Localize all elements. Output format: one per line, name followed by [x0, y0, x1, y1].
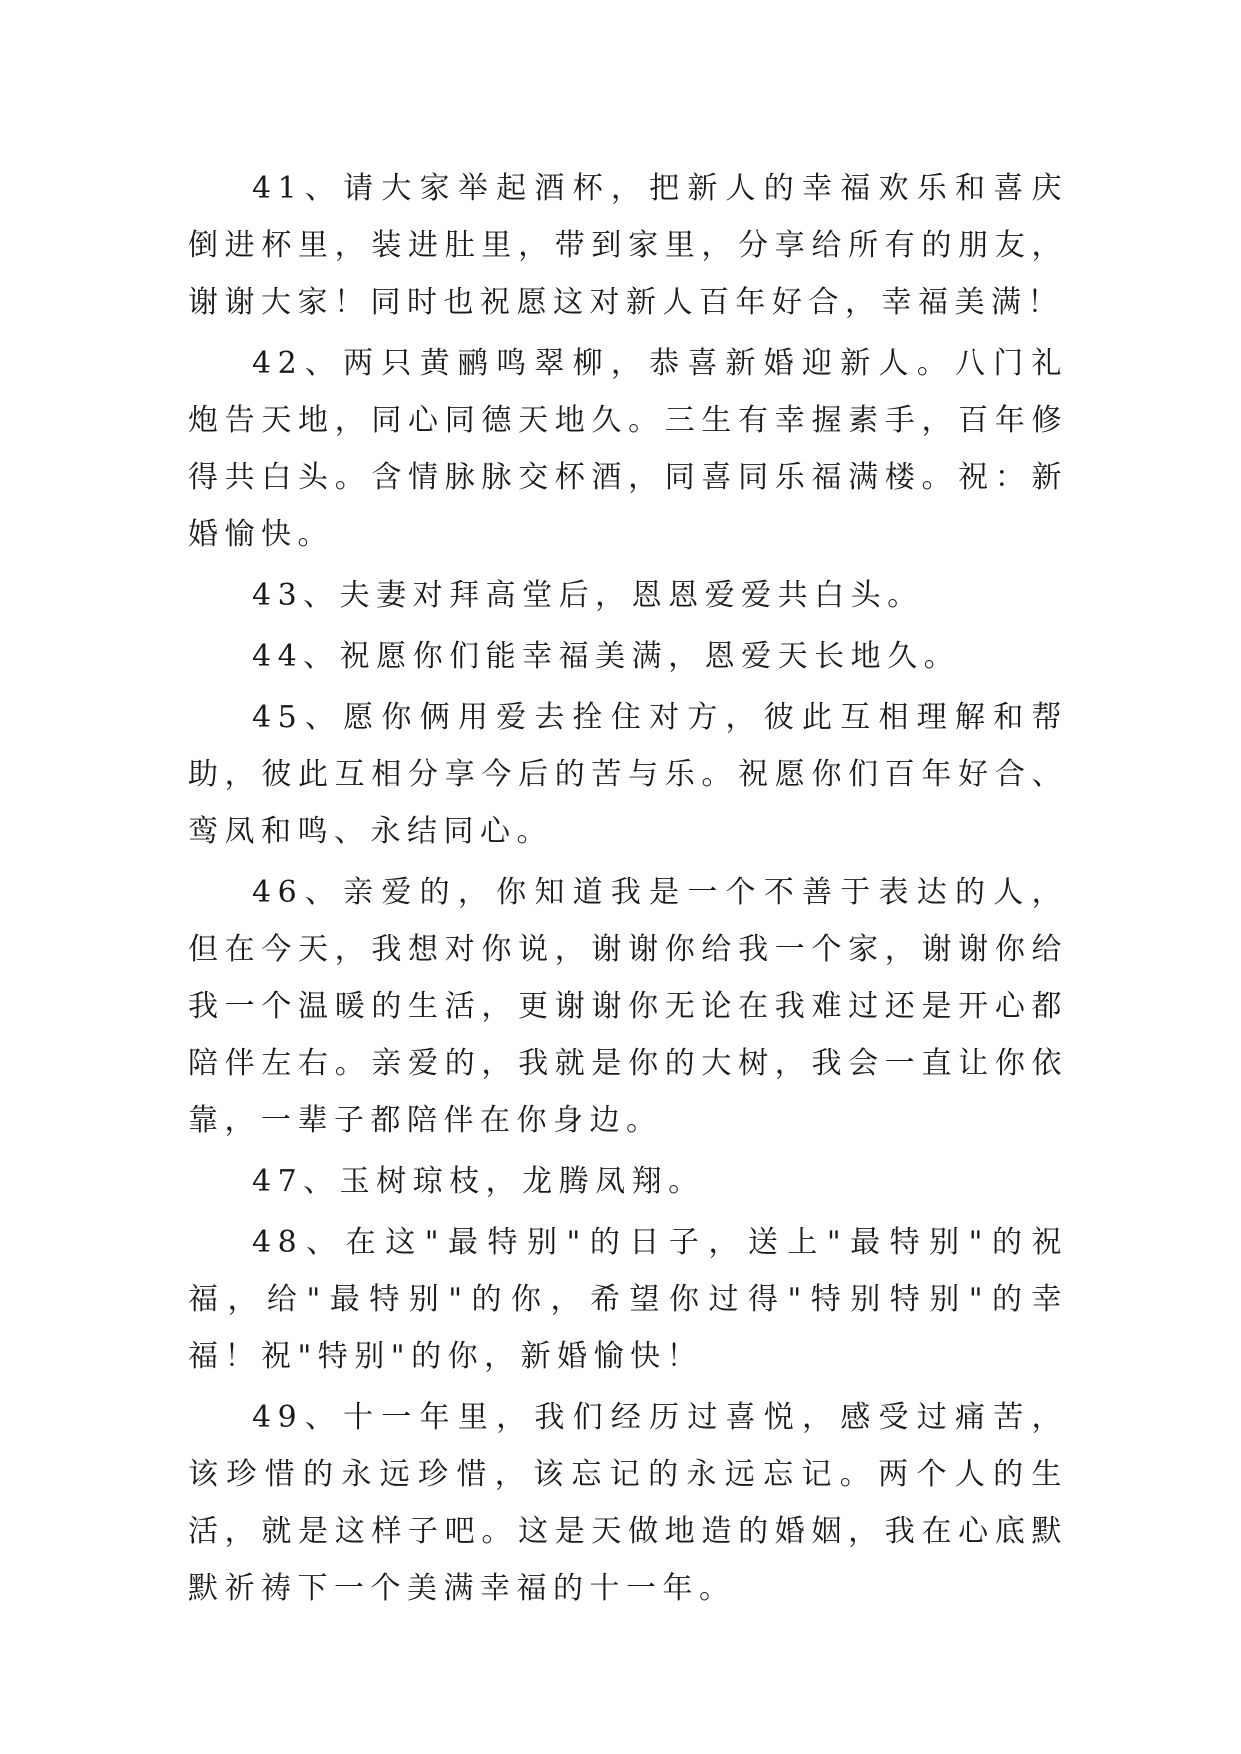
paragraph-43: 43、夫妻对拜高堂后，恩恩爱爱共白头。 — [252, 578, 924, 613]
paragraph-48: 48、在这"最特别"的日子，送上"最特别"的祝福，给"最特别"的你，希望你过得"特别特别"的幸福！祝"特别"的你，新婚愉快！ — [188, 1225, 1068, 1374]
paragraph-41: 41、请大家举起酒杯，把新人的幸福欢乐和喜庆倒进杯里，装进肚里，带到家里，分享给所有的朋友，谢谢大家！同时也祝愿这对新人百年好合，幸福美满！ — [188, 171, 1068, 320]
paragraph-47: 47、玉树琼枝，龙腾凤翔。 — [252, 1164, 705, 1199]
paragraph-45: 45、愿你俩用爱去拴住对方，彼此互相理解和帮助，彼此互相分享今后的苦与乐。祝愿你们百年好合、鸾凤和鸣、永结同心。 — [188, 700, 1068, 849]
paragraph-42: 42、两只黄鹂鸣翠柳，恭喜新婚迎新人。八门礼炮告天地，同心同德天地久。三生有幸握素手，百年修得共白头。含情脉脉交杯酒，同喜同乐福满楼。祝：新婚愉快。 — [188, 346, 1068, 552]
document-body — [188, 160, 1068, 1621]
paragraph-49: 49、十一年里，我们经历过喜悦，感受过痛苦，该珍惜的永远珍惜，该忘记的永远忘记。两个人的生活，就是这样子吧。这是天做地造的婚姻，我在心底默默祈祷下一个美满幸福的十一年。 — [188, 1400, 1068, 1606]
paragraph-44: 44、祝愿你们能幸福美满，恩爱天长地久。 — [252, 639, 961, 674]
paragraph-46: 46、亲爱的，你知道我是一个不善于表达的人，但在今天，我想对你说，谢谢你给我一个家，谢谢你给我一个温暖的生活，更谢谢你无论在我难过还是开心都陪伴左右。亲爱的，我就是你的大树，我会一直让你依靠，一辈子都陪伴在你身边。 — [188, 875, 1068, 1138]
